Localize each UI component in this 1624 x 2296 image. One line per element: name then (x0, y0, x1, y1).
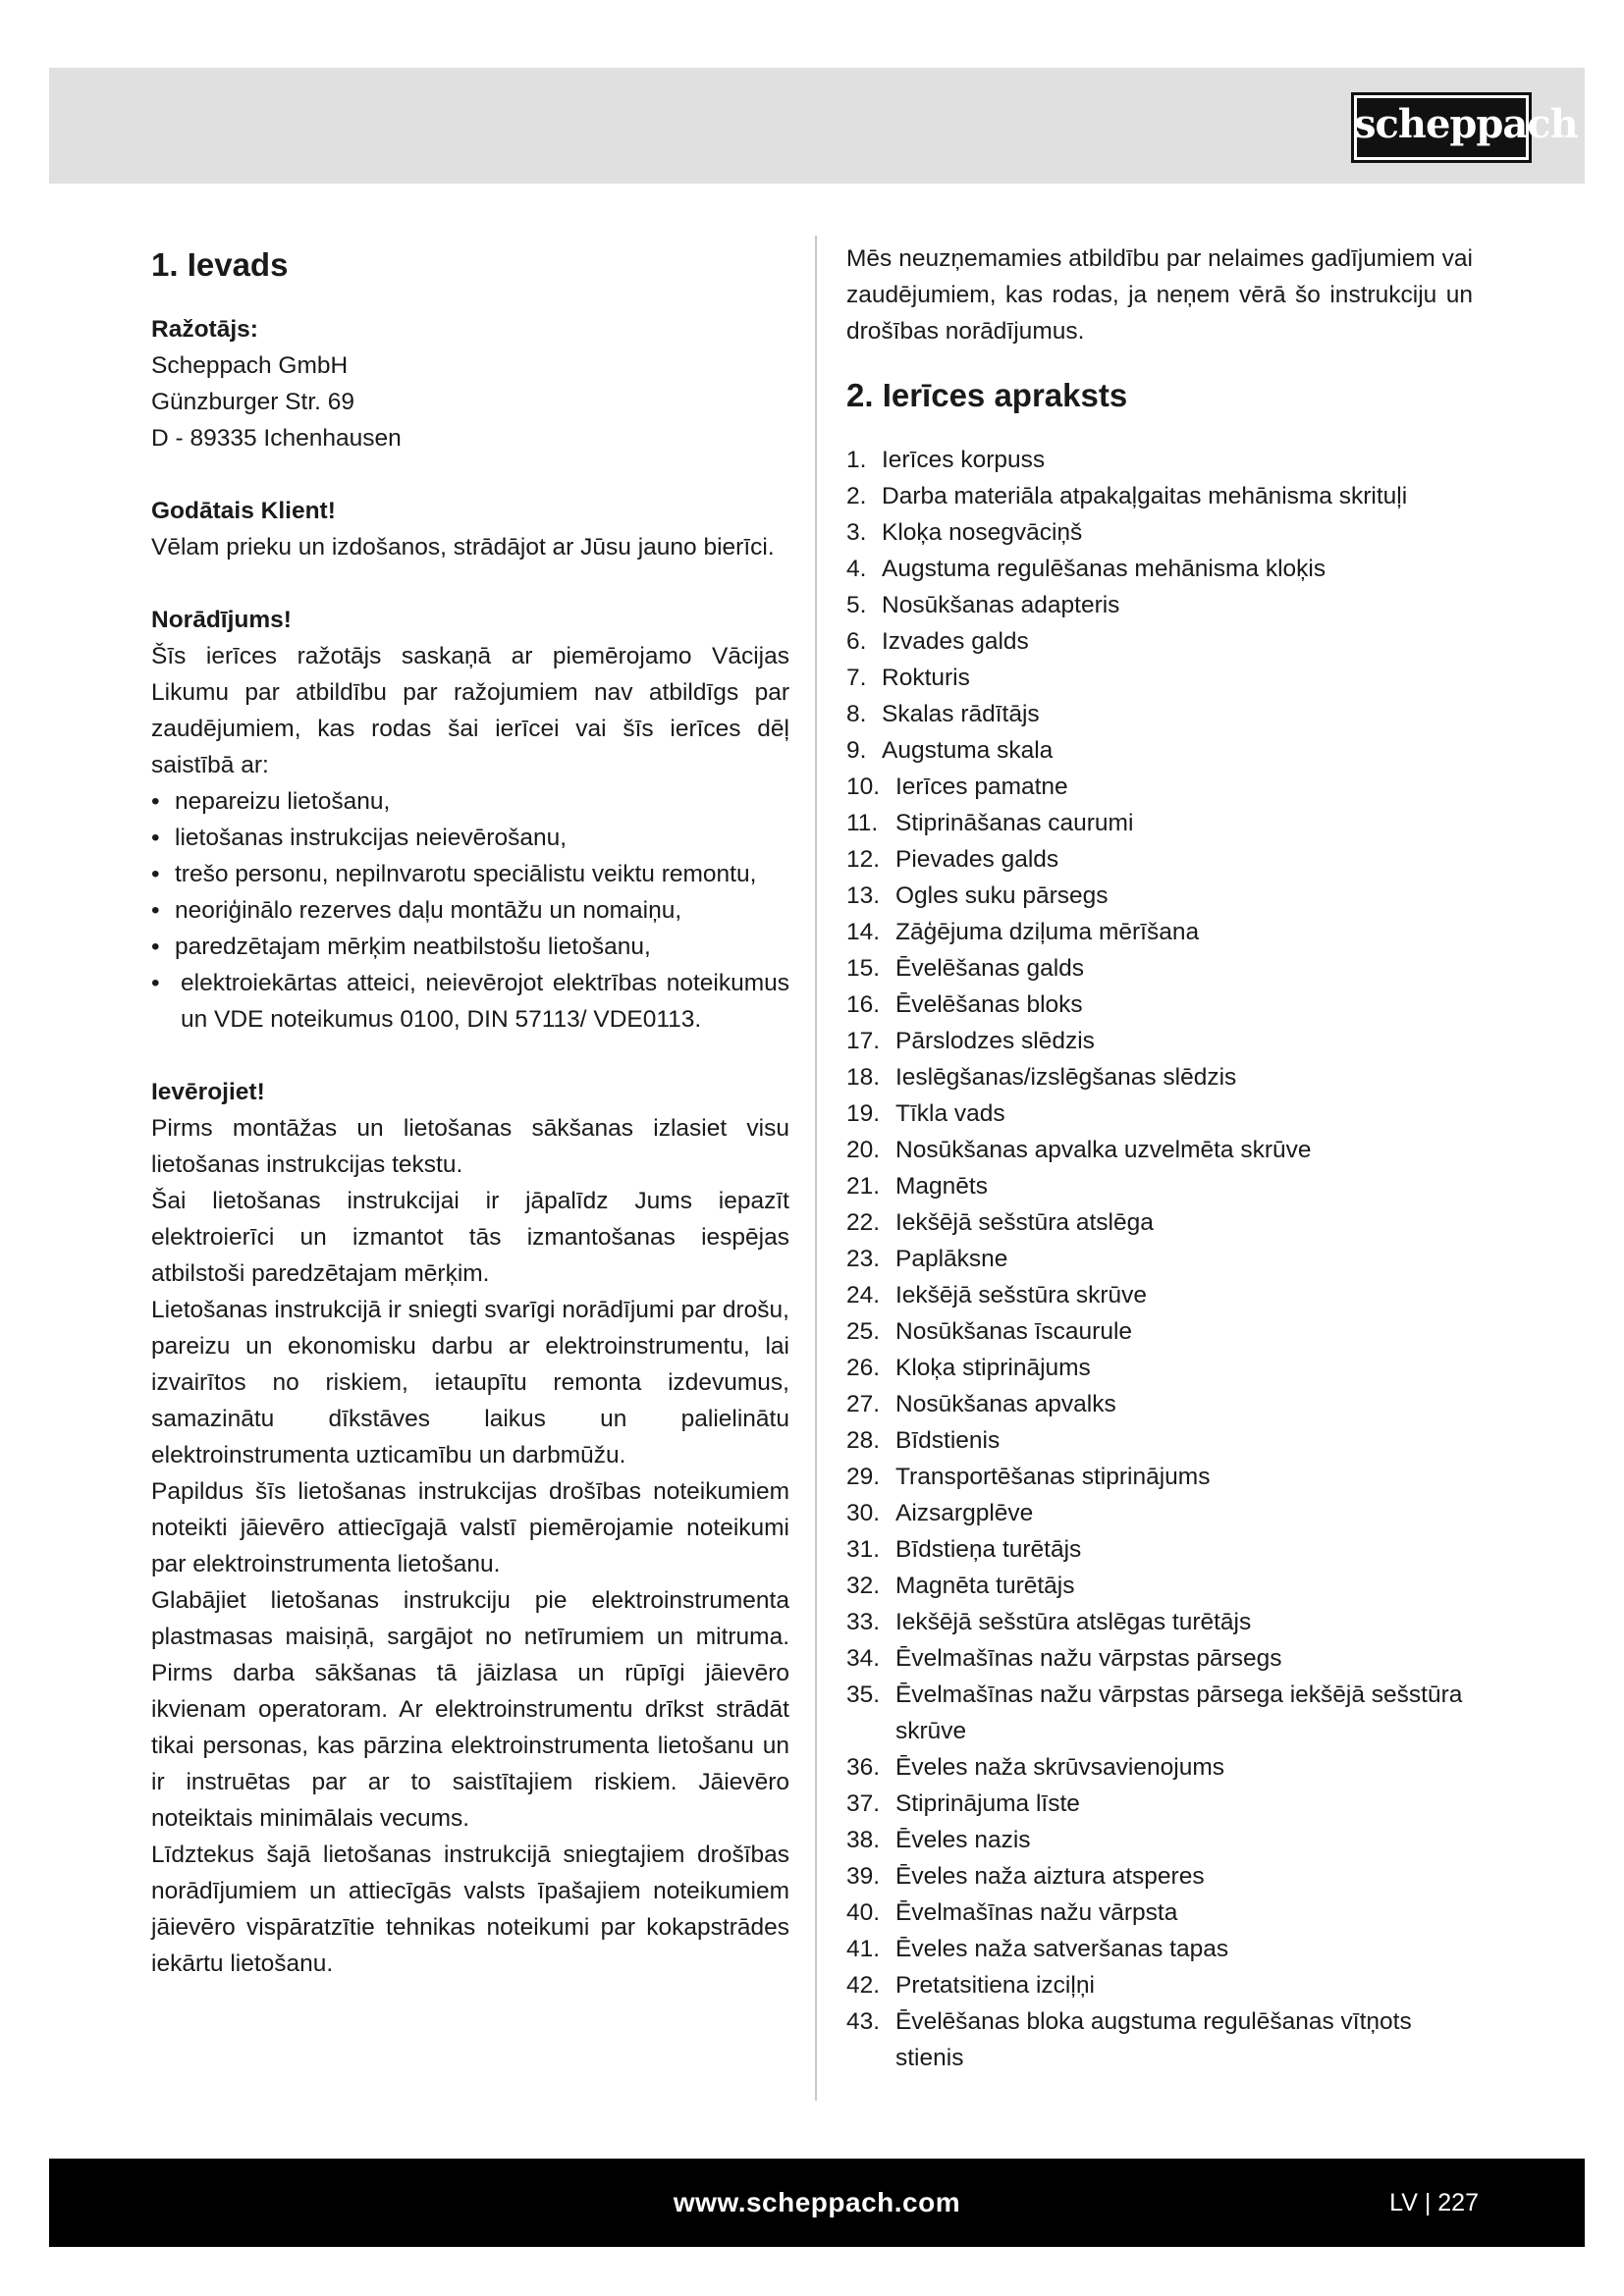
manufacturer-label: Ražotājs: (151, 316, 258, 343)
parts-list (846, 442, 1473, 2076)
list-item (846, 1858, 1473, 1895)
item-text: Nosūkšanas adapteris (882, 592, 1120, 618)
attention-label: Ievērojiet! (151, 1079, 265, 1105)
item-text: Ēvelmašīnas nažu vārpsta (895, 1899, 1178, 1926)
list-item (846, 1604, 1473, 1640)
item-text: Aizsargplēve (895, 1500, 1034, 1526)
item-number: 11. (846, 810, 879, 836)
item-text: Ēvelmašīnas nažu vārpstas pārsegs (895, 1645, 1282, 1672)
item-number: 19. (846, 1100, 881, 1127)
item-text: Magnēts (895, 1173, 988, 1200)
item-text: Augstuma regulēšanas mehānisma kloķis (882, 556, 1326, 582)
list-item (846, 1895, 1473, 1931)
item-number: 5. (846, 592, 867, 618)
item-text: Ēvelēšanas bloks (895, 991, 1083, 1018)
website-url: www.scheppach.com (673, 2187, 961, 2217)
item-number: 2. (846, 483, 867, 509)
item-text: Nosūkšanas apvalka uzvelmēta skrūve (895, 1137, 1312, 1163)
item-text: Ēveles naža satveršanas tapas (895, 1936, 1229, 1962)
customer-text: Vēlam prieku un izdošanos, strādājot ar Jūsu jauno bierīci. (151, 534, 775, 561)
manufacturer-line: Günzburger Str. 69 (151, 389, 355, 415)
item-number: 31. (846, 1536, 881, 1563)
list-item (846, 623, 1473, 660)
right-column (846, 240, 1473, 2076)
item-number: 41. (846, 1936, 881, 1962)
manufacturer-line: Scheppach GmbH (151, 352, 349, 379)
list-item (846, 1422, 1473, 1459)
list-item: • nepareizu lietošanu, (151, 783, 789, 820)
list-item (846, 1023, 1473, 1059)
item-number: 39. (846, 1863, 881, 1890)
item-number: 8. (846, 701, 867, 727)
item-number: 14. (846, 919, 881, 945)
item-text: Kloķa nosegvāciņš (882, 519, 1083, 546)
list-item (846, 987, 1473, 1023)
note-label: Norādījums! (151, 607, 292, 633)
item-text: Ēvelmašīnas nažu vārpstas pārsega iekšējā sešstūra skrūve (895, 1682, 1463, 1744)
item-number: 12. (846, 846, 881, 873)
item-number: 22. (846, 1209, 881, 1236)
manufacturer-line: D - 89335 Ichenhausen (151, 425, 402, 452)
list-item (846, 1677, 1473, 1749)
list-item (846, 1459, 1473, 1495)
list-item (846, 732, 1473, 769)
item-text: Stiprināšanas caurumi (895, 810, 1134, 836)
attention-paragraph: Šai lietošanas instrukcijai ir jāpalīdz Jums iepazīt elektroierīci un izmantot tās izmantošanas iespējas atbilstoši paredzētajam mērķim. (151, 1188, 789, 1287)
list-item (846, 1967, 1473, 2003)
item-text: Skalas rādītājs (882, 701, 1040, 727)
list-item (846, 769, 1473, 805)
list-item (846, 1931, 1473, 1967)
list-item (846, 1786, 1473, 1822)
item-number: 16. (846, 991, 881, 1018)
item-number: 23. (846, 1246, 881, 1272)
item-number: 42. (846, 1972, 881, 1999)
item-number: 26. (846, 1355, 881, 1381)
item-text: Magnēta turētājs (895, 1573, 1075, 1599)
attention-paragraph: Papildus šīs lietošanas instrukcijas drošības noteikumiem noteikti jāievēro attiecīgajā valstī piemērojamie noteikumi par elektroinstrumenta lietošanu. (151, 1478, 789, 1577)
liability-text: Mēs neuzņemamies atbildību par nelaimes gadījumiem vai zaudējumiem, kas rodas, ja neņem vērā šo instrukciju un drošības norādījumus. (846, 245, 1473, 345)
item-number: 15. (846, 955, 881, 982)
header-band (49, 68, 1585, 184)
item-number: 38. (846, 1827, 881, 1853)
item-number: 37. (846, 1790, 881, 1817)
item-text: Iekšējā sešstūra atslēga (895, 1209, 1154, 1236)
item-number: 4. (846, 556, 867, 582)
list-item: • neoriģinālo rezerves daļu montāžu un nomaiņu, (151, 892, 789, 929)
item-number: 33. (846, 1609, 881, 1635)
item-number: 9. (846, 737, 867, 764)
list-item (846, 551, 1473, 587)
list-item: • elektroiekārtas atteici, neievērojot elektrības noteikumus un VDE noteikumus 0100, DIN 57113/ VDE0113. (151, 965, 789, 1038)
item-text: Izvades galds (882, 628, 1029, 655)
list-item (846, 2003, 1473, 2076)
list-item (846, 878, 1473, 914)
list-item (846, 478, 1473, 514)
attention-paragraph: Lietošanas instrukcijā ir sniegti svarīgi norādījumi par drošu, pareizu un ekonomisku darbu ar elektroinstrumentu, lai izvairītos no riskiem, ietaupītu remonta izdevumus, samazinātu dīkstāves laikus un palielinātu elektroinstrumenta uzticamību un darbmūžu. (151, 1297, 789, 1468)
item-number: 43. (846, 2008, 881, 2035)
list-item (846, 1132, 1473, 1168)
item-number: 35. (846, 1682, 881, 1708)
list-item (846, 1095, 1473, 1132)
item-number: 28. (846, 1427, 881, 1454)
item-text: Ēvelēšanas bloka augstuma regulēšanas vītņots stienis (895, 2008, 1412, 2071)
item-text: Rokturis (882, 665, 970, 691)
list-item (846, 1568, 1473, 1604)
item-text: Pievades galds (895, 846, 1059, 873)
attention-paragraph: Glabājiet lietošanas instrukciju pie elektroinstrumenta plastmasas maisiņā, sargājot no netīrumiem un mitruma. Pirms darba sākšanas tā jāizlasa un rūpīgi jāievēro ikvienam operatoram. Ar elektroinstrumentu drīkst strādāt tikai personas, kas pārzina elektroinstrumenta lietošanu un ir instruētas par ar to saistītajiem riskiem. Jāievēro noteiktais minimālais vecums. (151, 1587, 789, 1832)
list-item (846, 442, 1473, 478)
customer-label: Godātais Klient! (151, 498, 336, 524)
item-text: Stiprinājuma līste (895, 1790, 1080, 1817)
item-number: 10. (846, 774, 881, 800)
attention-paragraph: Līdztekus šajā lietošanas instrukcijā sniegtajiem drošības norādījumiem un attiecīgās valsts īpašajiem noteikumiem jāievēro vispāratzītie tehnikas noteikumi par kokapstrādes iekārtu lietošanu. (151, 1842, 789, 1977)
attention-paragraph: Pirms montāžas un lietošanas sākšanas izlasiet visu lietošanas instrukcijas tekstu. (151, 1115, 789, 1178)
item-number: 17. (846, 1028, 881, 1054)
list-item (846, 587, 1473, 623)
item-text: Ēveles naža skrūvsavienojums (895, 1754, 1224, 1781)
list-item (846, 1204, 1473, 1241)
item-number: 7. (846, 665, 867, 691)
item-number: 34. (846, 1645, 881, 1672)
item-text: Paplāksne (895, 1246, 1008, 1272)
note-text: Šīs ierīces ražotājs saskaņā ar piemērojamo Vācijas Likumu par atbildību par ražojumiem nav atbildīgs par zaudējumiem, kas rodas šai ierīcei vai šīs ierīces dēļ saistībā ar: (151, 643, 789, 778)
list-item: • paredzētajam mērķim neatbilstošu lietošanu, (151, 929, 789, 965)
list-item (846, 805, 1473, 841)
list-item (846, 1241, 1473, 1277)
list-item (846, 1386, 1473, 1422)
item-text: Nosūkšanas apvalks (895, 1391, 1116, 1417)
item-text: Darba materiāla atpakaļgaitas mehānisma skrituļi (882, 483, 1408, 509)
item-text: Pretatsitiena izciļņi (895, 1972, 1095, 1999)
list-item (846, 914, 1473, 950)
left-column (151, 240, 789, 1982)
list-item (846, 1313, 1473, 1350)
list-item (846, 660, 1473, 696)
item-number: 40. (846, 1899, 881, 1926)
item-text: Ierīces pamatne (895, 774, 1068, 800)
item-number: 1. (846, 447, 867, 473)
item-number: 6. (846, 628, 867, 655)
item-text: Tīkla vads (895, 1100, 1005, 1127)
section-heading-intro: 1. Ievads (151, 246, 289, 283)
list-item: • lietošanas instrukcijas neievērošanu, (151, 820, 789, 856)
item-number: 25. (846, 1318, 881, 1345)
list-item (846, 841, 1473, 878)
footer-band (49, 2159, 1585, 2247)
item-text: Bīdstienis (895, 1427, 1001, 1454)
section-heading-description: 2. Ierīces apraksts (846, 377, 1128, 413)
item-text: Ēveles nazis (895, 1827, 1031, 1853)
item-number: 21. (846, 1173, 881, 1200)
list-item (846, 1749, 1473, 1786)
item-number: 32. (846, 1573, 881, 1599)
item-text: Pārslodzes slēdzis (895, 1028, 1095, 1054)
item-text: Kloķa stiprinājums (895, 1355, 1091, 1381)
list-item (846, 514, 1473, 551)
column-divider (815, 236, 817, 2101)
item-text: Ogles suku pārsegs (895, 882, 1109, 909)
item-number: 20. (846, 1137, 881, 1163)
item-number: 36. (846, 1754, 881, 1781)
list-item (846, 1059, 1473, 1095)
item-number: 3. (846, 519, 867, 546)
list-item (846, 1277, 1473, 1313)
item-text: Augstuma skala (882, 737, 1054, 764)
list-item (846, 1350, 1473, 1386)
list-item (846, 1168, 1473, 1204)
item-number: 27. (846, 1391, 881, 1417)
item-number: 29. (846, 1464, 881, 1490)
list-item (846, 1495, 1473, 1531)
item-number: 18. (846, 1064, 881, 1091)
item-text: Bīdstieņa turētājs (895, 1536, 1082, 1563)
item-text: Ieslēgšanas/izslēgšanas slēdzis (895, 1064, 1237, 1091)
item-text: Iekšējā sešstūra skrūve (895, 1282, 1147, 1308)
item-text: Nosūkšanas īscaurule (895, 1318, 1133, 1345)
item-number: 13. (846, 882, 881, 909)
item-text: Ēveles naža aiztura atsperes (895, 1863, 1205, 1890)
item-text: Ierīces korpuss (882, 447, 1046, 473)
item-text: Iekšējā sešstūra atslēgas turētājs (895, 1609, 1252, 1635)
item-text: Zāģējuma dziļuma mērīšana (895, 919, 1200, 945)
item-number: 30. (846, 1500, 881, 1526)
item-text: Transportēšanas stiprinājums (895, 1464, 1211, 1490)
list-item (846, 1640, 1473, 1677)
list-item (846, 1531, 1473, 1568)
page-number: LV | 227 (1389, 2189, 1479, 2216)
item-text: Ēvelēšanas galds (895, 955, 1085, 982)
scheppach-logo: scheppach (1351, 92, 1532, 163)
list-item: • trešo personu, nepilnvarotu speciālistu veiktu remontu, (151, 856, 789, 892)
list-item (846, 1822, 1473, 1858)
note-bullet-list (151, 783, 789, 1038)
list-item (846, 696, 1473, 732)
item-number: 24. (846, 1282, 881, 1308)
list-item (846, 950, 1473, 987)
